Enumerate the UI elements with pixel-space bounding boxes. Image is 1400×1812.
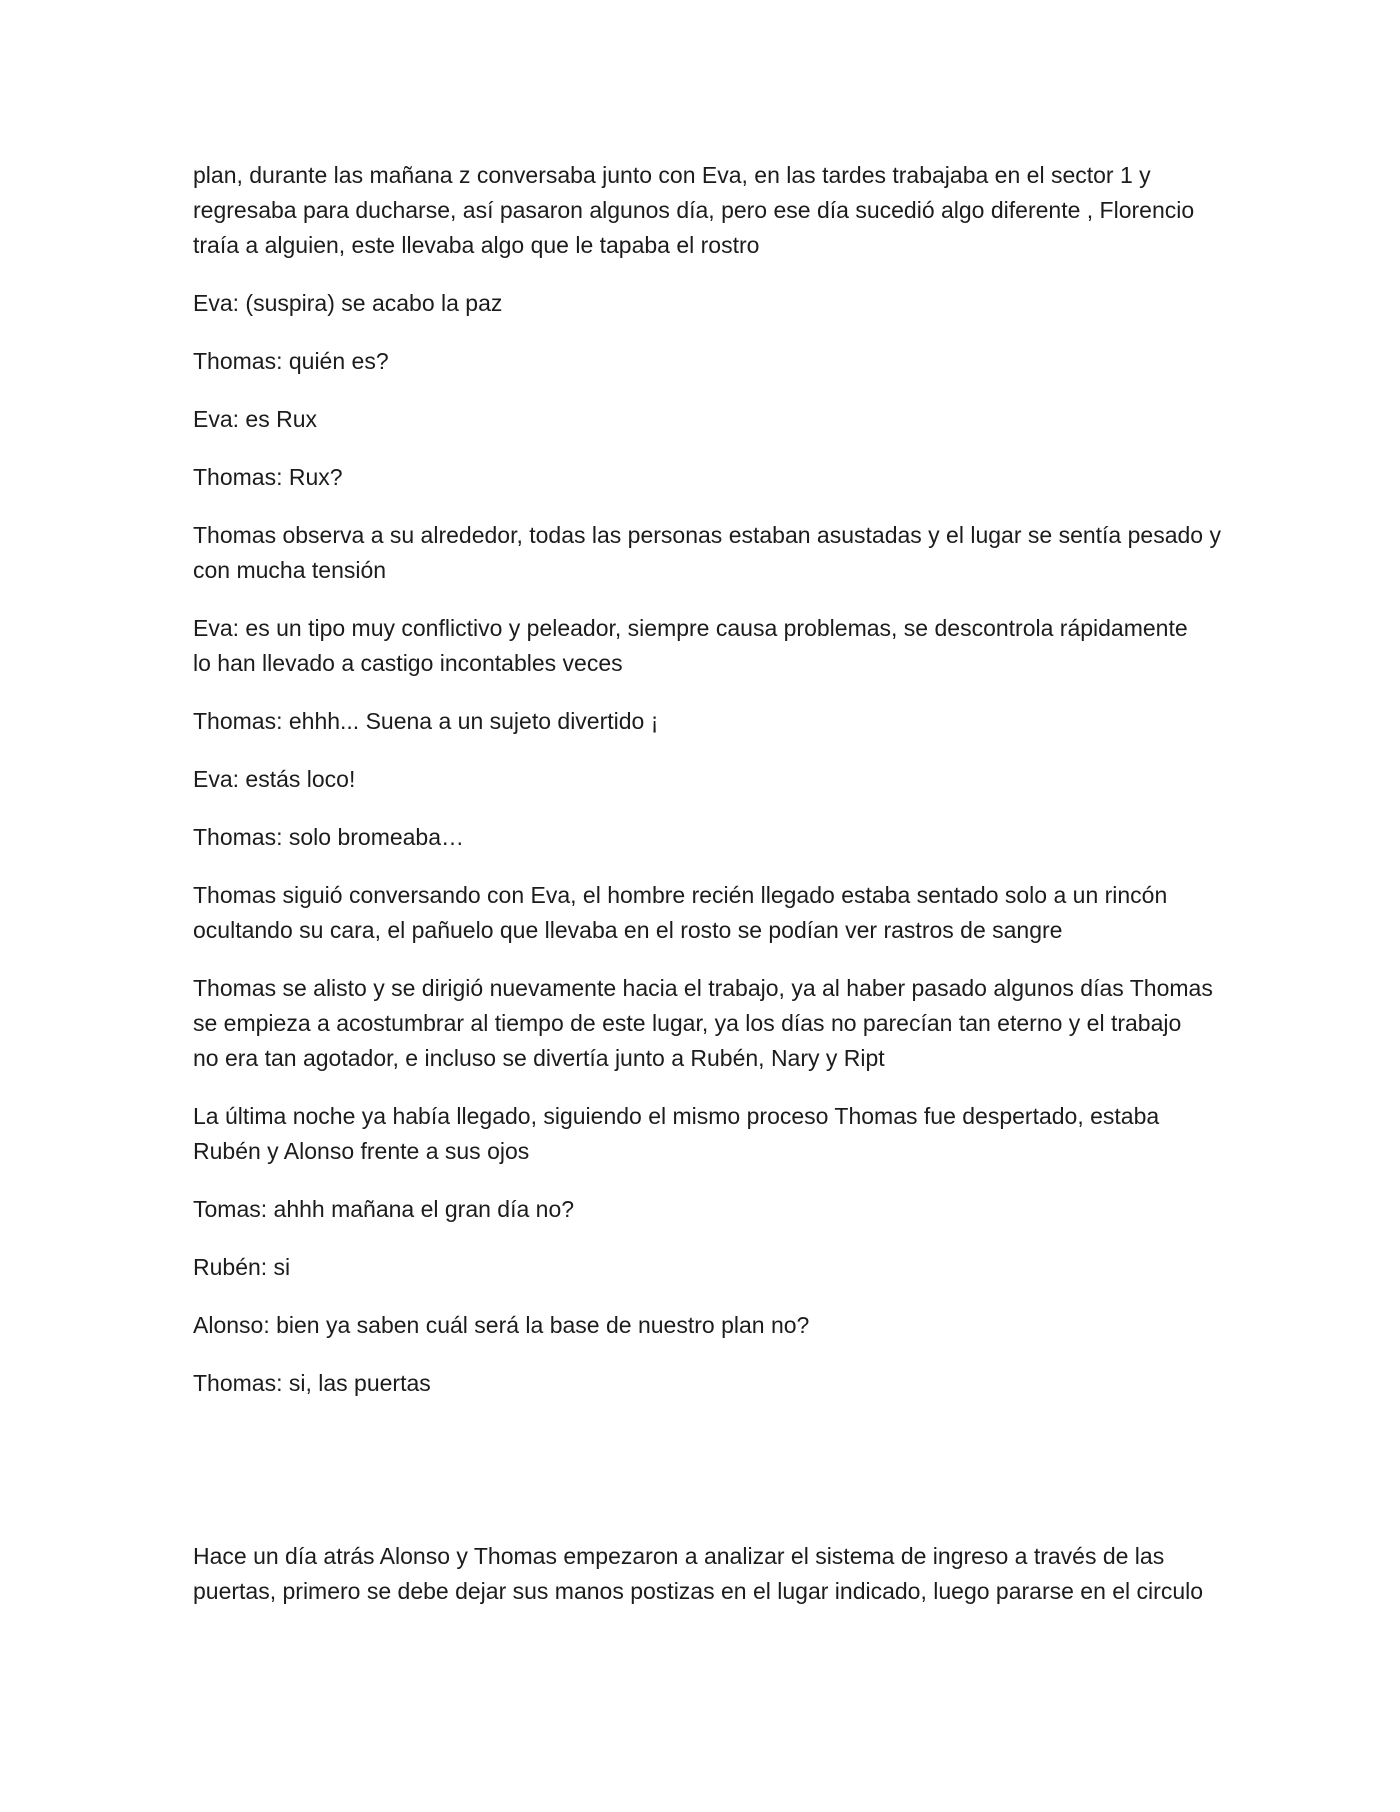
text-line: Rubén: si bbox=[193, 1254, 291, 1280]
dialogue-line bbox=[193, 1308, 1218, 1343]
dialogue-line bbox=[193, 286, 1218, 321]
text-line: Eva: es un tipo muy conflictivo y peleador, siempre causa problemas, se descontrola rápidamente bbox=[193, 615, 1188, 641]
text-line: lo han llevado a castigo incontables veces bbox=[193, 650, 623, 676]
paragraph-narration-5 bbox=[193, 1099, 1218, 1169]
text-line: Thomas: solo bromeaba… bbox=[193, 824, 465, 850]
text-line: Alonso: bien ya saben cuál será la base de nuestro plan no? bbox=[193, 1312, 810, 1338]
dialogue-line bbox=[193, 402, 1218, 437]
text-line: no era tan agotador, e incluso se divertía junto a Rubén, Nary y Ript bbox=[193, 1045, 885, 1071]
text-line: traía a alguien, este llevaba algo que le tapaba el rostro bbox=[193, 232, 760, 258]
text-line: Thomas: si, las puertas bbox=[193, 1370, 431, 1396]
paragraph-narration-6 bbox=[193, 1539, 1218, 1609]
text-line: La última noche ya había llegado, siguiendo el mismo proceso Thomas fue despertado, estaba bbox=[193, 1103, 1160, 1129]
text-line: Thomas observa a su alrededor, todas las personas estaban asustadas y el lugar se sentía pesado y bbox=[193, 522, 1221, 548]
text-line: Thomas: quién es? bbox=[193, 348, 389, 374]
text-line: Eva: estás loco! bbox=[193, 766, 356, 792]
text-line: Thomas siguió conversando con Eva, el hombre recién llegado estaba sentado solo a un rincón bbox=[193, 882, 1168, 908]
text-line: Tomas: ahhh mañana el gran día no? bbox=[193, 1196, 575, 1222]
dialogue-line bbox=[193, 1192, 1218, 1227]
paragraph-narration-1 bbox=[193, 158, 1218, 263]
dialogue-line bbox=[193, 1366, 1218, 1401]
text-line: se empieza a acostumbrar al tiempo de este lugar, ya los días no parecían tan eterno y el trabajo bbox=[193, 1010, 1182, 1036]
paragraph-narration-3 bbox=[193, 878, 1218, 948]
dialogue-line bbox=[193, 1250, 1218, 1285]
text-line: puertas, primero se debe dejar sus manos postizas en el lugar indicado, luego pararse en el circulo bbox=[193, 1578, 1204, 1604]
text-line: Thomas se alisto y se dirigió nuevamente hacia el trabajo, ya al haber pasado algunos días Thomas bbox=[193, 975, 1213, 1001]
paragraph-narration-2 bbox=[193, 518, 1221, 588]
text-line: regresaba para ducharse, así pasaron algunos día, pero ese día sucedió algo diferente , Florencio bbox=[193, 197, 1195, 223]
paragraph-narration-4 bbox=[193, 971, 1218, 1076]
text-line: Thomas: ehhh... Suena a un sujeto divertido ¡ bbox=[193, 708, 659, 734]
dialogue-line bbox=[193, 611, 1218, 681]
dialogue-line bbox=[193, 704, 1218, 739]
document-body bbox=[193, 158, 1221, 1632]
text-line: Hace un día atrás Alonso y Thomas empezaron a analizar el sistema de ingreso a través de las bbox=[193, 1543, 1165, 1569]
text-line: Rubén y Alonso frente a sus ojos bbox=[193, 1138, 530, 1164]
dialogue-line bbox=[193, 344, 1218, 379]
dialogue-line bbox=[193, 762, 1218, 797]
text-line: con mucha tensión bbox=[193, 557, 387, 583]
text-line: Thomas: Rux? bbox=[193, 464, 343, 490]
dialogue-line bbox=[193, 820, 1218, 855]
text-line: plan, durante las mañana z conversaba junto con Eva, en las tardes trabajaba en el sector 1 y bbox=[193, 162, 1151, 188]
text-line: ocultando su cara, el pañuelo que llevaba en el rosto se podían ver rastros de sangre bbox=[193, 917, 1063, 943]
text-line: Eva: es Rux bbox=[193, 406, 317, 432]
dialogue-line bbox=[193, 460, 1218, 495]
text-line: Eva: (suspira) se acabo la paz bbox=[193, 290, 503, 316]
